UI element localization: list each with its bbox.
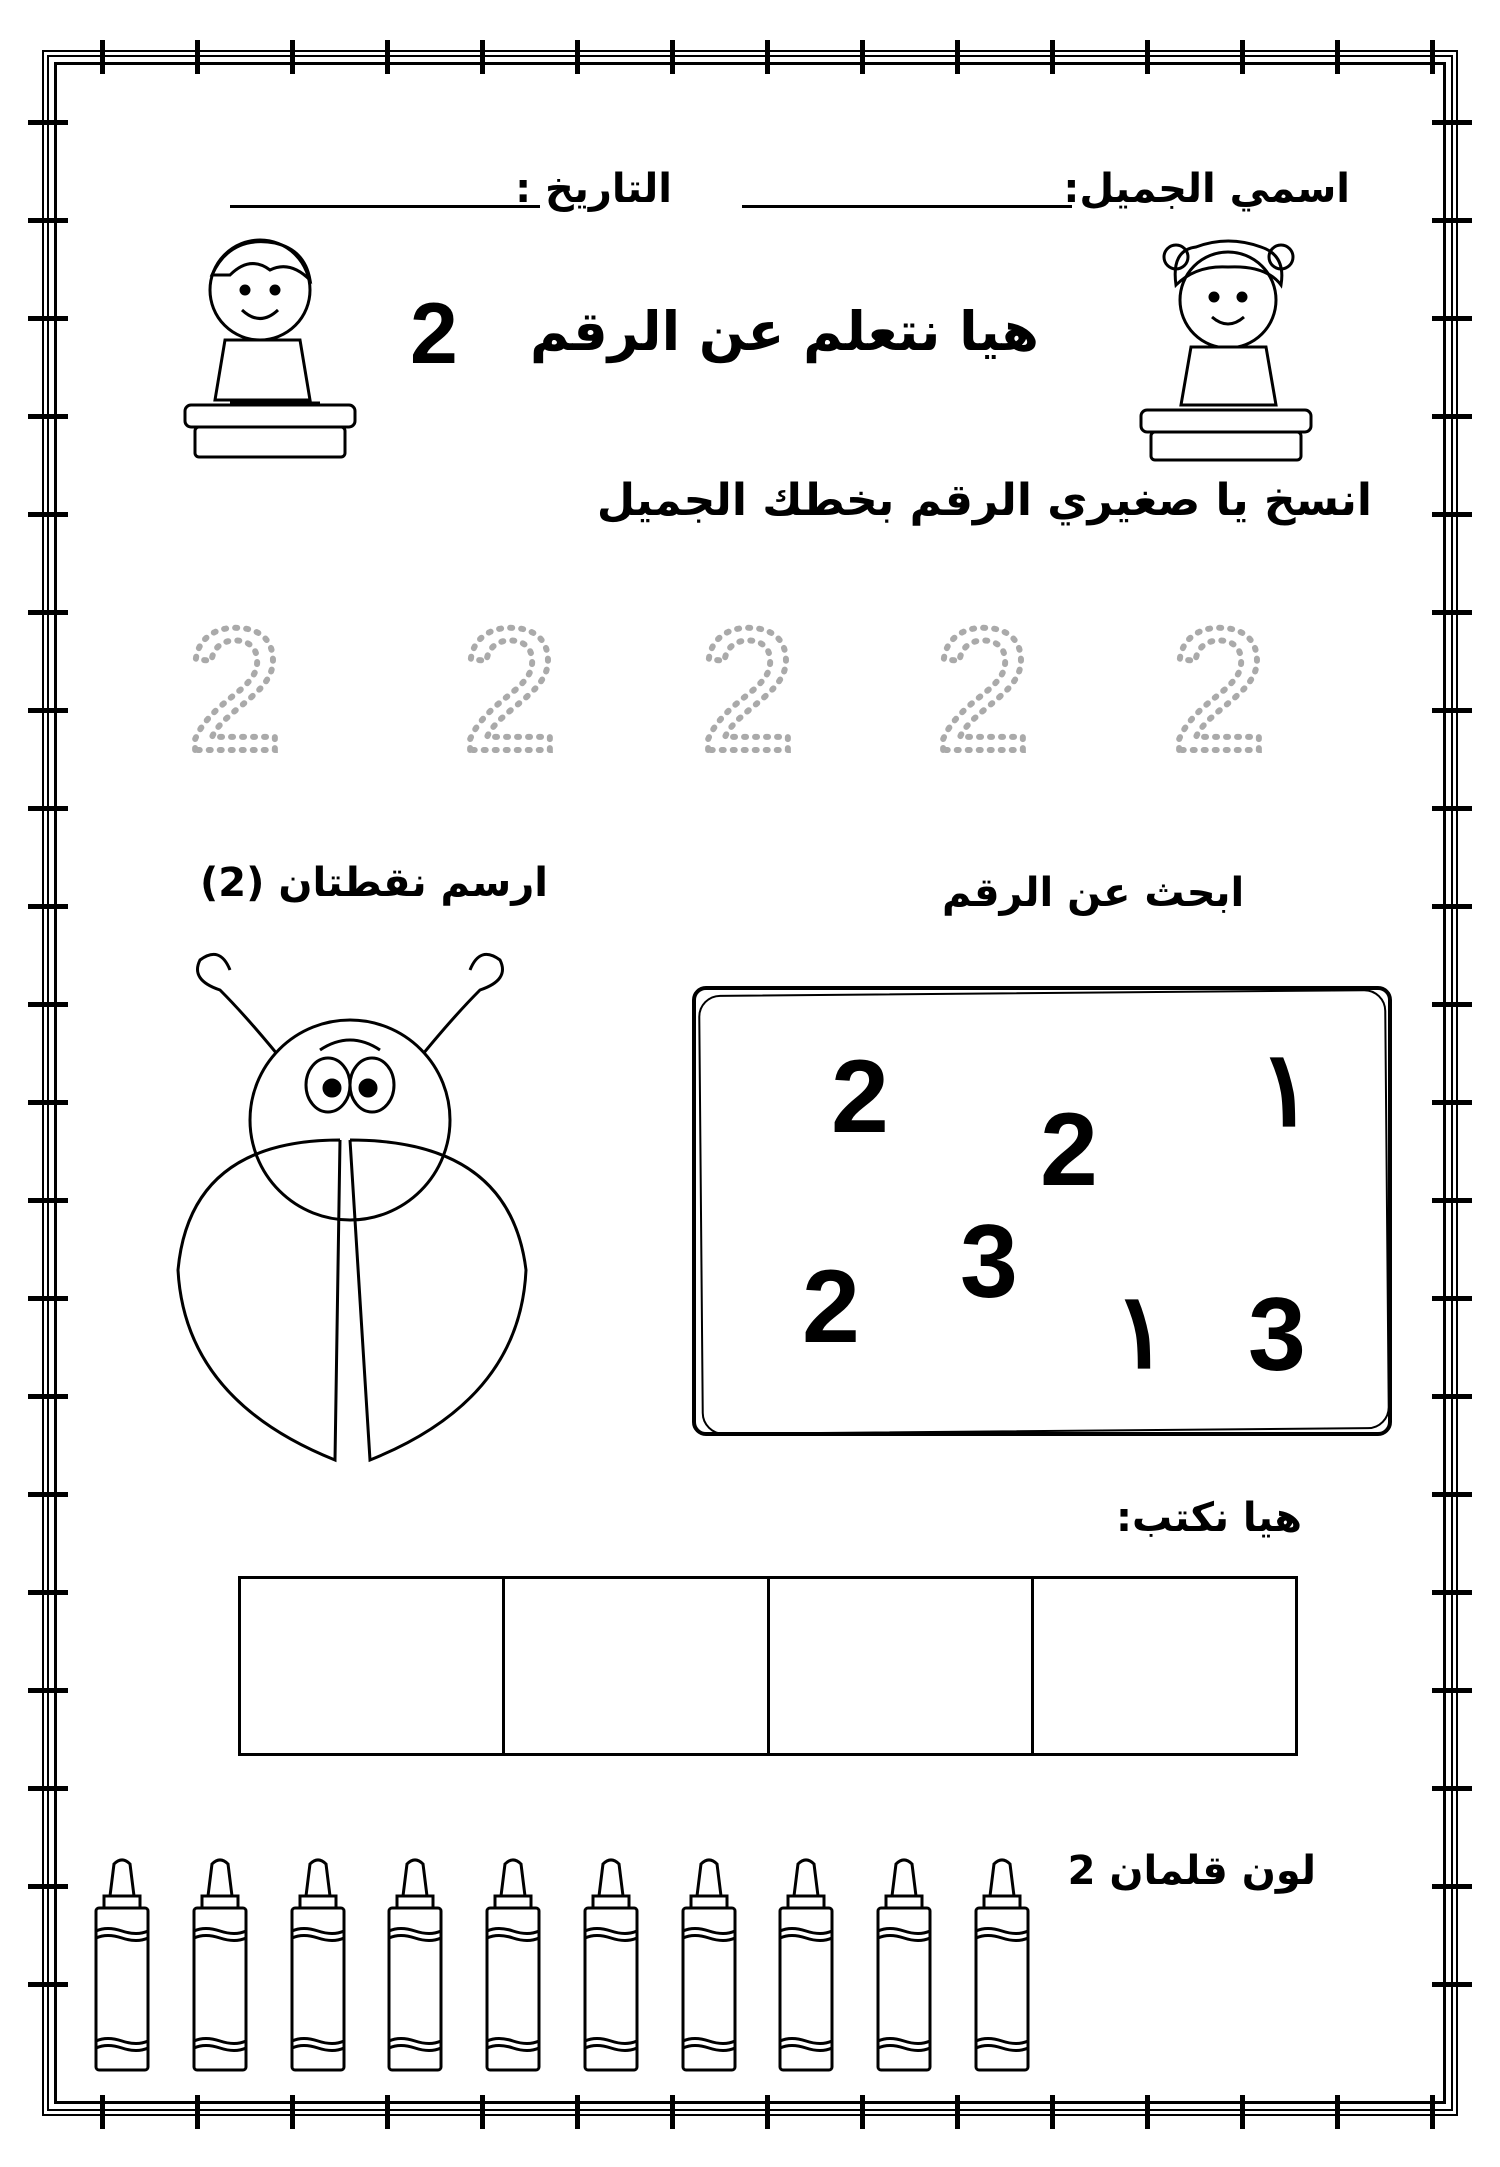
write-box[interactable] xyxy=(505,1579,769,1753)
border-tick xyxy=(1432,1688,1472,1693)
border-tick xyxy=(100,40,105,74)
border-tick xyxy=(1145,40,1150,74)
crayon[interactable] xyxy=(385,1856,445,2074)
border-tick xyxy=(28,120,68,125)
border-tick xyxy=(955,2095,960,2129)
copy-instruction: انسخ يا صغيري الرقم بخطك الجميل xyxy=(596,475,1372,526)
write-box[interactable] xyxy=(1034,1579,1295,1753)
border-tick xyxy=(1432,1786,1472,1791)
border-tick xyxy=(28,1198,68,1203)
border-tick xyxy=(670,2095,675,2129)
write-box[interactable] xyxy=(241,1579,505,1753)
border-tick xyxy=(28,414,68,419)
border-tick xyxy=(28,1590,68,1595)
crayon[interactable] xyxy=(92,1856,152,2074)
border-tick xyxy=(290,2095,295,2129)
border-tick xyxy=(1335,2095,1340,2129)
traced-digits-row xyxy=(0,600,1500,770)
border-tick xyxy=(1240,40,1245,74)
border-tick xyxy=(195,2095,200,2129)
crayon[interactable] xyxy=(581,1856,641,2074)
border-tick xyxy=(28,1394,68,1399)
border-tick xyxy=(28,512,68,517)
border-tick xyxy=(1432,1982,1472,1987)
color-label: لون قلمان 2 xyxy=(1067,1848,1316,1894)
border-tick xyxy=(765,40,770,74)
search-label: ابحث عن الرقم xyxy=(942,870,1245,916)
border-tick xyxy=(28,218,68,223)
traced-digit[interactable]: 2 xyxy=(186,600,284,770)
border-tick xyxy=(860,2095,865,2129)
border-tick xyxy=(575,40,580,74)
border-tick xyxy=(1432,1394,1472,1399)
crayon[interactable] xyxy=(288,1856,348,2074)
traced-digit[interactable]: 2 xyxy=(934,600,1032,770)
border-tick xyxy=(765,2095,770,2129)
search-number[interactable]: ١ xyxy=(1258,1032,1314,1148)
traced-digit[interactable]: 2 xyxy=(699,600,797,770)
border-tick xyxy=(1430,2095,1435,2129)
date-label: التاريخ : xyxy=(515,166,672,212)
border-tick xyxy=(480,2095,485,2129)
border-tick xyxy=(1050,2095,1055,2129)
border-tick xyxy=(1430,40,1435,74)
name-field[interactable] xyxy=(742,205,1072,208)
border-tick xyxy=(28,1982,68,1987)
draw-dots-label: ارسم نقطتان (2) xyxy=(200,860,548,906)
ladybug-drawing[interactable] xyxy=(170,940,540,1470)
border-tick xyxy=(955,40,960,74)
date-field[interactable] xyxy=(230,205,540,208)
border-tick xyxy=(1432,218,1472,223)
border-tick xyxy=(1335,40,1340,74)
write-label: هيا نكتب: xyxy=(1116,1495,1302,1541)
traced-digit[interactable]: 2 xyxy=(1170,600,1268,770)
name-label: اسمي الجميل: xyxy=(1063,166,1350,212)
border-tick xyxy=(1432,316,1472,321)
border-tick xyxy=(1432,1590,1472,1595)
border-tick xyxy=(1432,806,1472,811)
border-tick xyxy=(1432,1884,1472,1889)
crayon[interactable] xyxy=(776,1856,836,2074)
traced-digit[interactable]: 2 xyxy=(461,600,559,770)
border-tick xyxy=(860,40,865,74)
border-tick xyxy=(670,40,675,74)
worksheet-title: هيا نتعلم عن الرقم xyxy=(530,300,1039,363)
search-number[interactable]: 2 xyxy=(831,1039,889,1155)
border-tick xyxy=(1050,40,1055,74)
border-tick xyxy=(100,2095,105,2129)
border-tick xyxy=(480,40,485,74)
border-tick xyxy=(1432,1002,1472,1007)
border-tick xyxy=(28,1296,68,1301)
search-number[interactable]: 2 xyxy=(1040,1092,1098,1208)
border-tick xyxy=(385,40,390,74)
title-number: 2 xyxy=(410,286,458,382)
border-tick xyxy=(28,1688,68,1693)
border-tick xyxy=(1432,1296,1472,1301)
search-number[interactable]: ١ xyxy=(1113,1274,1169,1390)
crayons-row xyxy=(92,1856,1032,2074)
border-tick xyxy=(290,40,295,74)
border-tick xyxy=(28,1100,68,1105)
border-tick xyxy=(385,2095,390,2129)
border-tick xyxy=(28,1002,68,1007)
crayon[interactable] xyxy=(190,1856,250,2074)
boy-writing-illustration xyxy=(180,235,365,465)
border-tick xyxy=(28,1492,68,1497)
border-tick xyxy=(28,316,68,321)
search-number[interactable]: 2 xyxy=(802,1249,860,1365)
border-tick xyxy=(28,1884,68,1889)
crayon[interactable] xyxy=(972,1856,1032,2074)
border-tick xyxy=(28,904,68,909)
border-tick xyxy=(1432,120,1472,125)
crayon[interactable] xyxy=(874,1856,934,2074)
border-tick xyxy=(1432,1198,1472,1203)
search-number[interactable]: 3 xyxy=(960,1204,1018,1320)
girl-writing-illustration xyxy=(1136,235,1321,465)
crayon[interactable] xyxy=(483,1856,543,2074)
border-tick xyxy=(28,1786,68,1791)
border-tick xyxy=(1240,2095,1245,2129)
border-tick xyxy=(1432,1492,1472,1497)
border-tick xyxy=(195,40,200,74)
border-tick xyxy=(1432,512,1472,517)
search-number[interactable]: 3 xyxy=(1248,1277,1306,1393)
write-box[interactable] xyxy=(770,1579,1034,1753)
border-tick xyxy=(575,2095,580,2129)
border-tick xyxy=(28,806,68,811)
border-tick xyxy=(1432,414,1472,419)
crayon[interactable] xyxy=(679,1856,739,2074)
border-tick xyxy=(1145,2095,1150,2129)
border-tick xyxy=(1432,904,1472,909)
border-tick xyxy=(1432,1100,1472,1105)
write-boxes xyxy=(238,1576,1298,1756)
